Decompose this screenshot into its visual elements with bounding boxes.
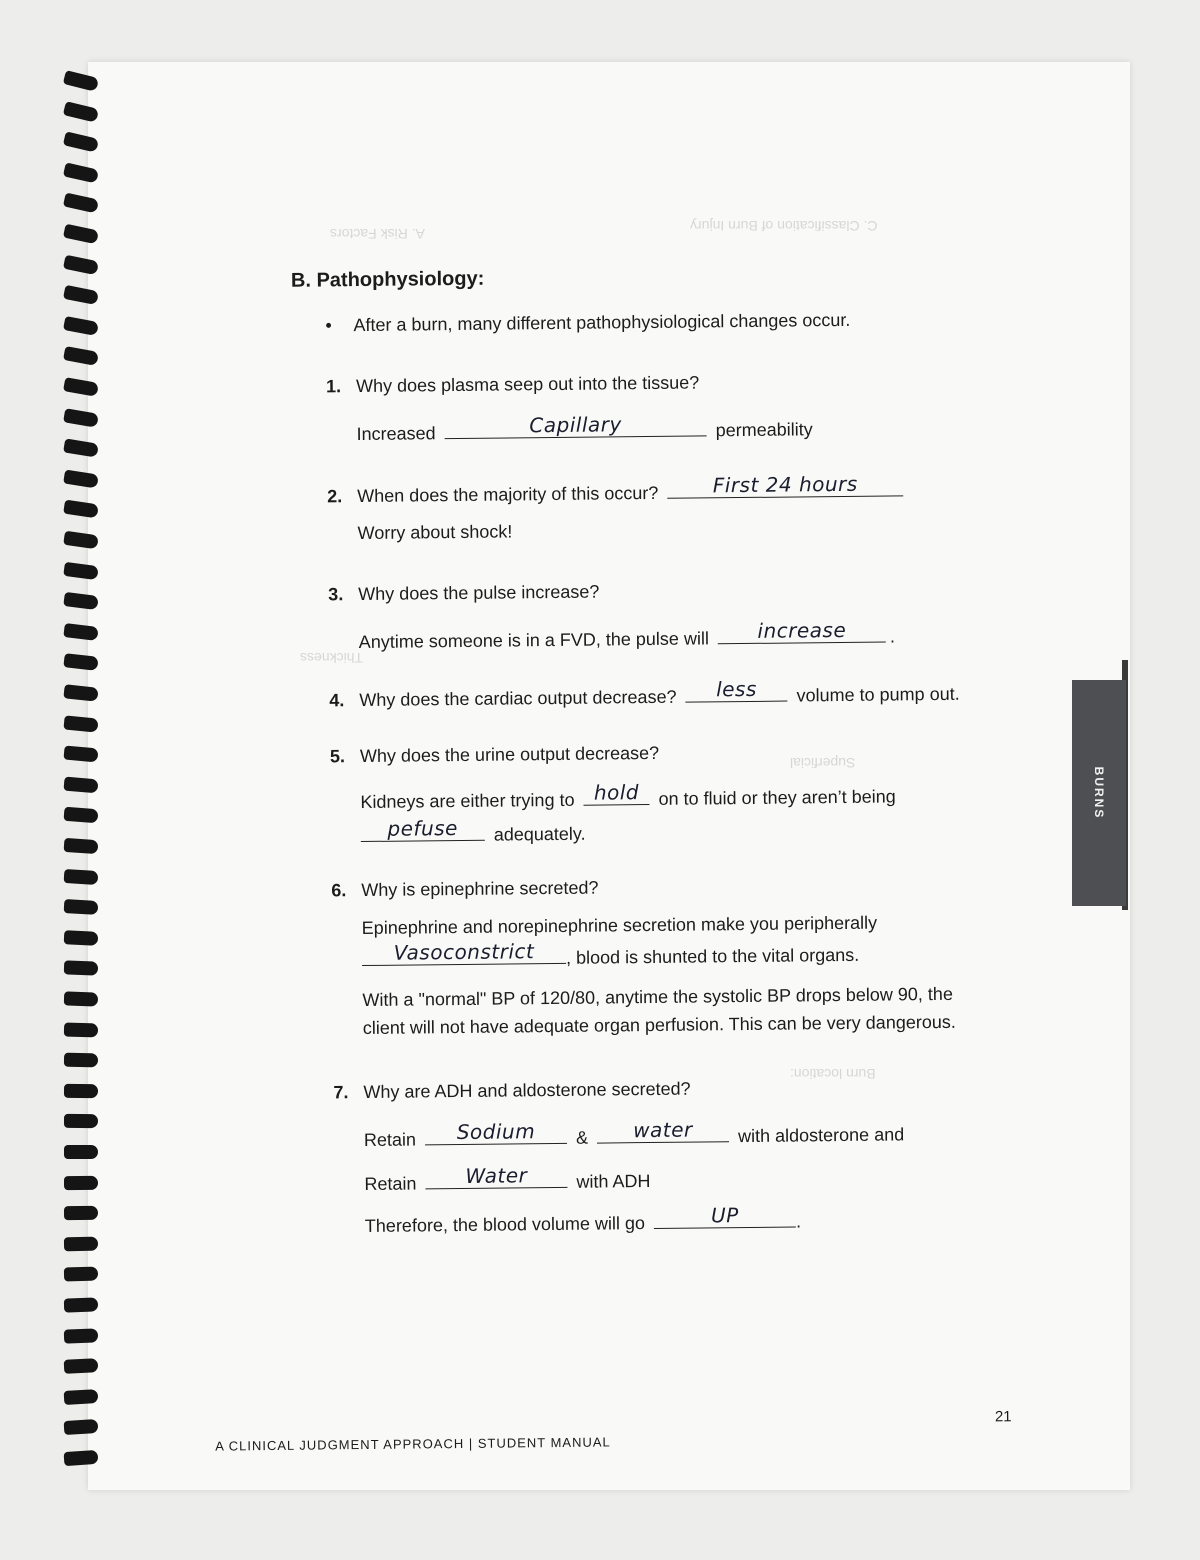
handwritten-answer: Vasoconstrict (393, 939, 535, 965)
handwritten-answer: pefuse (387, 816, 459, 841)
bullet-item (325, 309, 850, 336)
section-heading: B. Pathophysiology: (290, 267, 485, 292)
answer-line-5b (361, 817, 586, 847)
line-text: Increased (356, 423, 436, 445)
answer-blank[interactable] (425, 1165, 567, 1189)
bullet-text: After a burn, many different pathophysiological changes occur. (353, 309, 851, 336)
question-2 (327, 473, 907, 507)
line-text: . (795, 1211, 802, 1232)
line-text: , blood is shunted to the vital organs. (565, 944, 860, 968)
question-number: 1. (325, 376, 342, 397)
answer-blank[interactable] (718, 617, 886, 645)
answer-line-5a (360, 779, 896, 813)
answer-blank[interactable] (667, 473, 903, 498)
question-text: When does the majority of this occur? (357, 482, 659, 507)
paragraph-line: client will not have adequate organ perfusion. This can be very dangerous. (362, 1011, 956, 1039)
section-tab-label: BURNS (1092, 766, 1106, 820)
question-number: 4. (329, 690, 345, 711)
answer-blank[interactable] (685, 676, 787, 703)
line-text: with aldosterone and (737, 1124, 905, 1147)
line-text: with ADH (576, 1171, 651, 1192)
handwritten-answer: increase (757, 617, 847, 643)
answer-line-7a (364, 1117, 904, 1151)
line-text: & (575, 1127, 589, 1148)
question-1 (326, 371, 699, 397)
question-number: 5. (329, 746, 346, 767)
answer-line-1 (356, 412, 812, 445)
note-text: Worry about shock! (357, 521, 513, 544)
question-6 (331, 877, 598, 902)
handwritten-answer: Capillary (529, 412, 622, 438)
line-text: volume to pump out. (796, 683, 960, 706)
answer-line-3 (359, 619, 895, 653)
question-4 (329, 677, 960, 712)
question-number: 6. (331, 880, 347, 901)
bleed-through-text: Superficial (790, 755, 856, 771)
answer-blank[interactable] (583, 782, 649, 806)
line-text: . (889, 626, 896, 647)
line-text: Retain (363, 1129, 417, 1151)
answer-blank[interactable] (362, 941, 566, 966)
paragraph-line: With a "normal" BP of 120/80, anytime the systolic BP drops below 90, the (362, 983, 954, 1011)
question-7 (333, 1078, 690, 1104)
question-number: 3. (328, 584, 344, 605)
bleed-through-text: Thickness (300, 650, 364, 666)
question-5 (330, 742, 659, 767)
handwritten-answer: Sodium (456, 1119, 536, 1145)
handwritten-answer: First 24 hours (712, 471, 858, 498)
question-text: Why does the urine output decrease? (359, 742, 660, 767)
question-text: Why does plasma seep out into the tissue? (355, 372, 700, 397)
line-text: on to fluid or they aren’t being (658, 786, 896, 809)
answer-blank[interactable] (425, 1121, 567, 1145)
answer-blank[interactable] (654, 1204, 796, 1228)
page-number: 21 (994, 1408, 1012, 1426)
question-text: Why is epinephrine secreted? (361, 877, 599, 901)
question-text: Why are ADH and aldosterone secreted? (363, 1078, 691, 1103)
question-number: 2. (327, 486, 343, 507)
answer-line-7b (364, 1164, 650, 1195)
line-text: Anytime someone is in a FVD, the pulse will (358, 628, 709, 653)
line-text: Kidneys are either trying to (360, 789, 575, 813)
question-text: Why does the cardiac output decrease? (359, 686, 677, 711)
answer-blank[interactable] (597, 1119, 729, 1143)
line-text: permeability (715, 419, 813, 441)
bleed-through-text: Burn location: (790, 1066, 876, 1082)
question-text: Why does the pulse increase? (358, 581, 600, 605)
question-3 (328, 581, 599, 606)
answer-blank[interactable] (361, 818, 485, 842)
handwritten-answer: hold (593, 780, 640, 805)
handwritten-answer: Water (465, 1163, 528, 1188)
handwritten-answer: water (633, 1117, 693, 1143)
handwritten-answer: less (715, 676, 757, 702)
line-text: Retain (364, 1173, 417, 1195)
bleed-through-text: A. Risk Factors (330, 226, 425, 242)
answer-blank[interactable] (444, 413, 706, 439)
answer-line-6a: Epinephrine and norepinephrine secretion make you peripherally (361, 912, 878, 939)
line-text: Therefore, the blood volume will go (364, 1213, 646, 1237)
handwritten-answer: UP (710, 1203, 739, 1228)
footer-title: A CLINICAL JUDGMENT APPROACH | STUDENT MANUAL (215, 1434, 611, 1454)
question-number: 7. (333, 1082, 349, 1103)
bleed-through-text: C. Classification of Burn Injury (690, 218, 878, 234)
answer-line-6b (362, 938, 859, 971)
answer-line-7c (365, 1204, 801, 1237)
line-text: adequately. (493, 823, 586, 845)
bullet-dot: • (325, 315, 332, 336)
